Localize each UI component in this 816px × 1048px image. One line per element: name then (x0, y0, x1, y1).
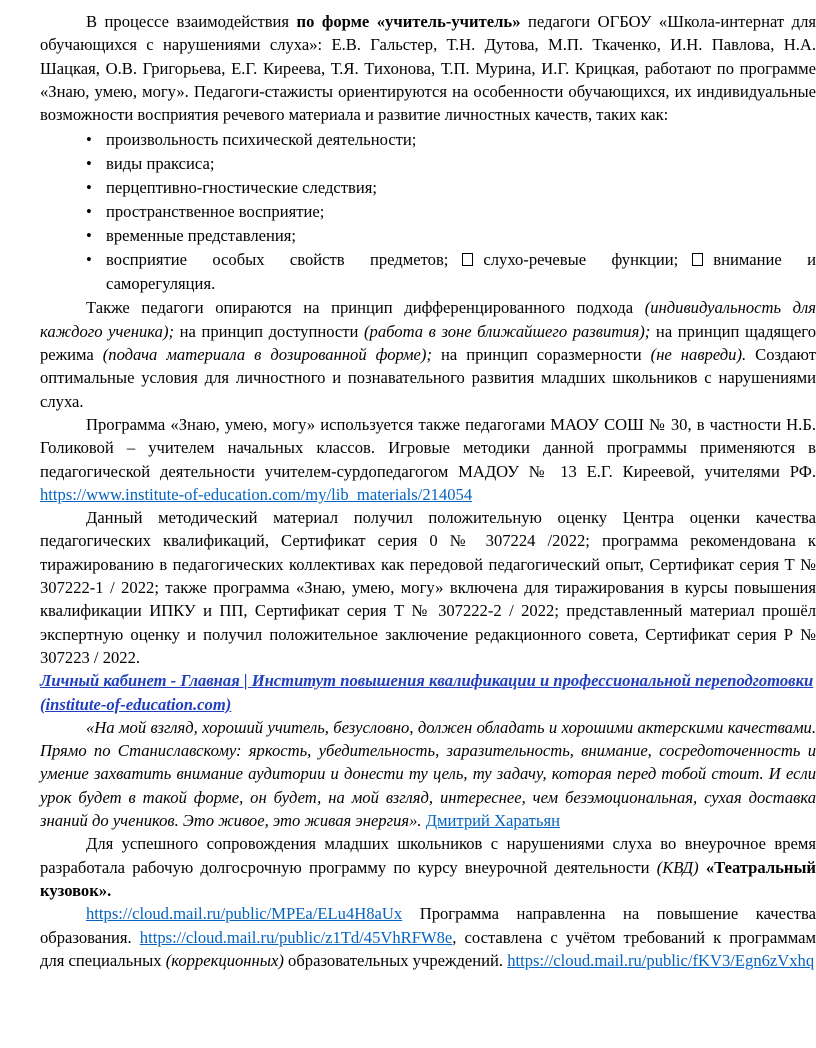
list-item: • временные представления; (86, 224, 816, 248)
bold-phrase: по форме «учитель-учитель» (296, 12, 521, 31)
list-item: • восприятие особых свойств предметов; слухо-речевые функции; внимание и саморегуляция. (86, 250, 816, 294)
cloud-link-1[interactable]: https://cloud.mail.ru/public/MPEa/ELu4H8aUx (86, 904, 403, 924)
paragraph-cloud-links: https://cloud.mail.ru/public/MPEa/ELu4H8aUx Программа направленна на повышение качества образования. https://cloud.mail.ru/public/z1Td/45VhRFW8e, составлена с учётом требований к программам для специальных (коррекционных) образовательных учреждений. https://cloud.mail.ru/public/fKV3/Egn6zVxhq (40, 904, 816, 970)
cloud-link-2[interactable]: https://cloud.mail.ru/public/z1Td/45VhRFW8e (139, 927, 453, 947)
checkbox-glyph-icon (692, 253, 703, 266)
list-item: • виды праксиса; (86, 152, 816, 176)
bullet-icon: • (86, 202, 92, 222)
paragraph-cabinet-link (40, 669, 816, 716)
cloud-link-3[interactable]: https://cloud.mail.ru/public/fKV3/Egn6zVxhq (507, 950, 815, 970)
paragraph-quote (40, 716, 816, 832)
paragraph-extracurricular: Для успешного сопровождения младших школьников с нарушениями слуха во внеурочное время разработала рабочую долгосрочную программу по курсу внеурочной деятельности (КВД) «Театральный кузовок». (40, 834, 816, 900)
paragraph-certificates: Данный методический материал получил положительную оценку Центра оценки качества педагогических квалификаций, Сертификат серия 0 № 307224 /2022; программа рекомендована к тиражированию в педагогических коллективах как передовой педагогический опыт, Сертификат серия Т № 307222-1 / 2022; также программа «Знаю, умею, могу» включена для тиражирования в курсы повышения квалификации ИПКУ и ПП, Сертификат серия Т № 307222-2 / 2022; представленный материал прошёл экспертную оценку и получил положительное заключение редакционного совета, Сертификат серия Р № 307223 / 2022. (40, 508, 816, 667)
document-body (40, 10, 816, 972)
bullet-icon: • (86, 130, 92, 150)
bullet-icon: • (86, 178, 92, 198)
list-item: • произвольность психической деятельности; (86, 128, 816, 152)
list-item: • пространственное восприятие; (86, 200, 816, 224)
quote-author-link[interactable]: Дмитрий Харатьян (425, 811, 560, 831)
paragraph-principles: Также педагоги опираются на принцип дифференцированного подхода (индивидуальность для каждого ученика); на принцип доступности (работа в зоне ближайшего развития); на принцип щадящего режима (подача материала в дозированной форме); на принцип соразмерности (не навреди). Создают оптимальные условия для личностного и познавательного развития младших школьников с нарушениями слуха. (40, 298, 816, 411)
bullet-icon: • (86, 226, 92, 246)
checkbox-glyph-icon (462, 253, 473, 266)
qualities-list (40, 128, 816, 296)
personal-cabinet-link[interactable]: Личный кабинет - Главная | Институт повышения квалификации и профессиональной переподготовки (institute-of-education.com) (40, 671, 814, 714)
bullet-icon: • (86, 154, 92, 174)
paragraph-interaction: В процессе взаимодействия по форме «учитель-учитель» педагоги ОГБОУ «Школа-интернат для обучающихся с нарушениями слуха»: Е.В. Гальстер, Т.Н. Дутова, М.П. Ткаченко, И.Н. Павлова, Н.А. Шацкая, О.В. Григорьева, Е.Г. Киреева, Т.Я. Тихонова, Т.П. Мурина, И.Г. Крицкая, работают по программе «Знаю, умею, могу». Педагоги-стажисты ориентируются на особенности обучающихся, их индивидуальные возможности восприятия речевого материала и развитие личностных качеств, таких как: (40, 12, 816, 125)
program-title: «Театральный кузовок». (40, 857, 816, 900)
quote-text: «На мой взгляд, хороший учитель, безусловно, должен обладать и хорошими актерскими качествами. Прямо по Станиславскому: яркость, убедительность, заразительность, внимание, сосредоточенность и умение захватить внимание аудитории и донести ту цель, ту задачу, которая перед тобой стоит. И если урок будет в такой форме, он будет, на мой взгляд, интереснее, чем безэмоциональная, сухая доставка знаний до учеников. Это живое, это живая энергия». (40, 717, 816, 831)
bullet-icon: • (86, 250, 92, 270)
paragraph-program-usage: Программа «Знаю, умею, могу» используется также педагогами МАОУ СОШ № 30, в частности Н.Б. Голиковой – учителем начальных классов. Игровые методики данной программы применяются в педагогической деятельности учителем-сурдопедагогом МАДОУ № 13 Е.Г. Киреевой, учителями РФ. https://www.institute-of-education.com/my/lib_materials/214054 (40, 414, 816, 504)
institute-materials-link[interactable]: https://www.institute-of-education.com/my/lib_materials/214054 (40, 484, 473, 504)
list-item: • перцептивно-гностические следствия; (86, 176, 816, 200)
